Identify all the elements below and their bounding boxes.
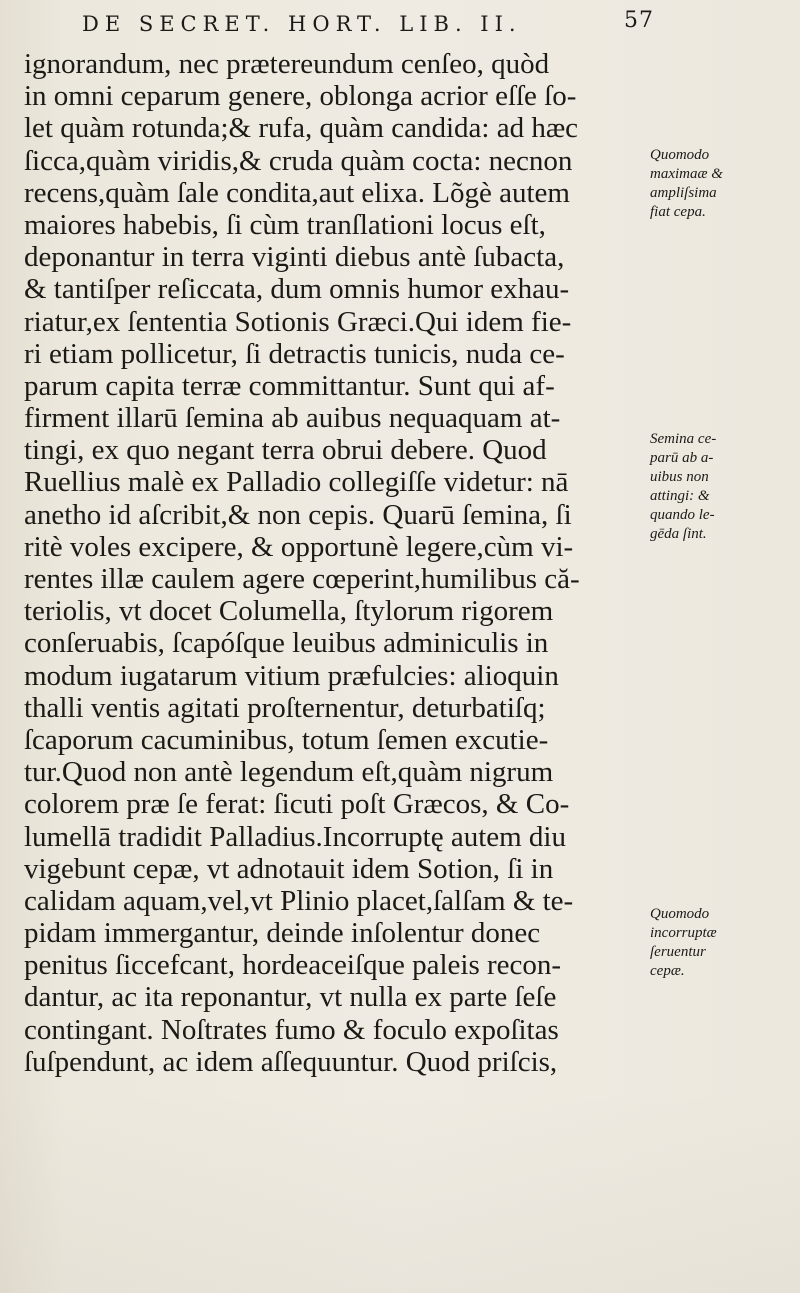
- margin-note-onion-preservation: [650, 905, 790, 981]
- text-line: let quàm rotunda;& rufa, quàm candida: ad hæc: [24, 112, 579, 145]
- text-line: parum capita terræ committantur. Sunt qui af-: [24, 369, 555, 402]
- text-line: maiores habebis, ſi cùm tranſlationi locus eſt,: [24, 208, 546, 241]
- margin-note-line: Semina ce-: [650, 431, 717, 447]
- margin-note-line: Quomodo: [650, 906, 710, 922]
- text-line: ri etiam pollicetur, ſi detractis tunicis, nuda ce-: [24, 337, 565, 370]
- text-line: tur.Quod non antè legendum eſt,quàm nigrum: [24, 756, 554, 789]
- text-line: pidam immergantur, deinde inſolentur donec: [24, 917, 541, 950]
- text-line: dantur, ac ita reponantur, vt nulla ex parte ſeſe: [24, 981, 557, 1014]
- margin-note-line: Quomodo: [650, 147, 710, 163]
- margin-note-line: incorruptæ: [650, 925, 717, 941]
- margin-note-line: quando le-: [650, 507, 715, 523]
- text-line: thalli ventis agitati proſternentur, deturbatiſq;: [24, 691, 546, 724]
- margin-note-line: ſeruentur: [650, 944, 706, 960]
- text-line: ritè voles excipere, & opportunè legere,cùm vi-: [24, 530, 574, 563]
- text-line: Ruellius malè ex Palladio collegiſſe videtur: nā: [24, 466, 569, 499]
- text-line: lumellā tradidit Palladius.Incorruptę autem diu: [24, 820, 566, 853]
- text-line: riatur,ex ſententia Sotionis Græci.Qui idem fie-: [24, 305, 572, 338]
- text-line: calidam aquam,vel,vt Plinio placet,ſalſam & te-: [24, 884, 574, 917]
- text-line: teriolis, vt docet Columella, ſtylorum rigorem: [24, 595, 554, 628]
- margin-note-line: fiat cepa.: [650, 204, 706, 220]
- text-line: tingi, ex quo negant terra obrui debere. Quod: [24, 434, 547, 467]
- text-line: & tantiſper reſiccata, dum omnis humor exhau-: [24, 273, 570, 306]
- margin-note-line: ampliſsima: [650, 185, 717, 201]
- running-title: DE SECRET. HORT. LIB. II.: [82, 12, 522, 36]
- text-line: ſuſpendunt, ac idem aſſequuntur. Quod priſcis,: [24, 1045, 558, 1078]
- text-line: conſeruabis, ſcapóſque leuibus adminiculis in: [24, 627, 549, 660]
- text-line: firment illarū ſemina ab auibus nequaquam at-: [24, 402, 561, 435]
- text-line: ſcaporum cacuminibus, totum ſemen excutie-: [24, 723, 549, 756]
- text-line: recens,quàm ſale condita,aut elixa. Lõgè autem: [24, 176, 570, 209]
- page-number: 57: [624, 8, 654, 33]
- margin-note-line: parū ab a-: [650, 450, 714, 466]
- text-line: anetho id aſcribit,& non cepis. Quarū ſemina, ſi: [24, 498, 572, 531]
- text-line: deponantur in terra viginti diebus antè ſubacta,: [24, 241, 565, 274]
- margin-note-line: attingi: &: [650, 488, 710, 504]
- margin-note-line: uibus non: [650, 469, 709, 485]
- paper-shading: [0, 1090, 800, 1293]
- text-line: rentes illæ caulem agere cœperint,humilibus că-: [24, 563, 580, 595]
- text-line: ignorandum, nec prætereundum cenſeo, quòd: [24, 48, 550, 80]
- text-line: modum iugatarum vitium præfulcies: alioquin: [24, 659, 559, 692]
- text-line: in omni ceparum genere, oblonga acrior eſſe ſo-: [24, 80, 577, 113]
- margin-note-onion-size: [650, 146, 790, 222]
- text-line: penitus ſiccefcant, hordeaceiſque paleis recon-: [24, 949, 562, 982]
- margin-note-line: maximaæ &: [650, 166, 723, 182]
- text-line: contingant. Noſtrates fumo & foculo expoſitas: [24, 1013, 559, 1046]
- page-header: [82, 6, 654, 46]
- margin-note-line: cepæ.: [650, 963, 685, 979]
- text-line: vigebunt cepæ, vt adnotauit idem Sotion, ſi in: [24, 852, 554, 885]
- main-text-block: [24, 48, 630, 1078]
- text-line: colorem præ ſe ferat: ſicuti poſt Græcos, & Co-: [24, 788, 570, 821]
- margin-note-line: gēda ſint.: [650, 526, 707, 542]
- text-line: ſicca,quàm viridis,& cruda quàm cocta: necnon: [24, 144, 573, 177]
- margin-note-onion-seeds: [650, 430, 790, 544]
